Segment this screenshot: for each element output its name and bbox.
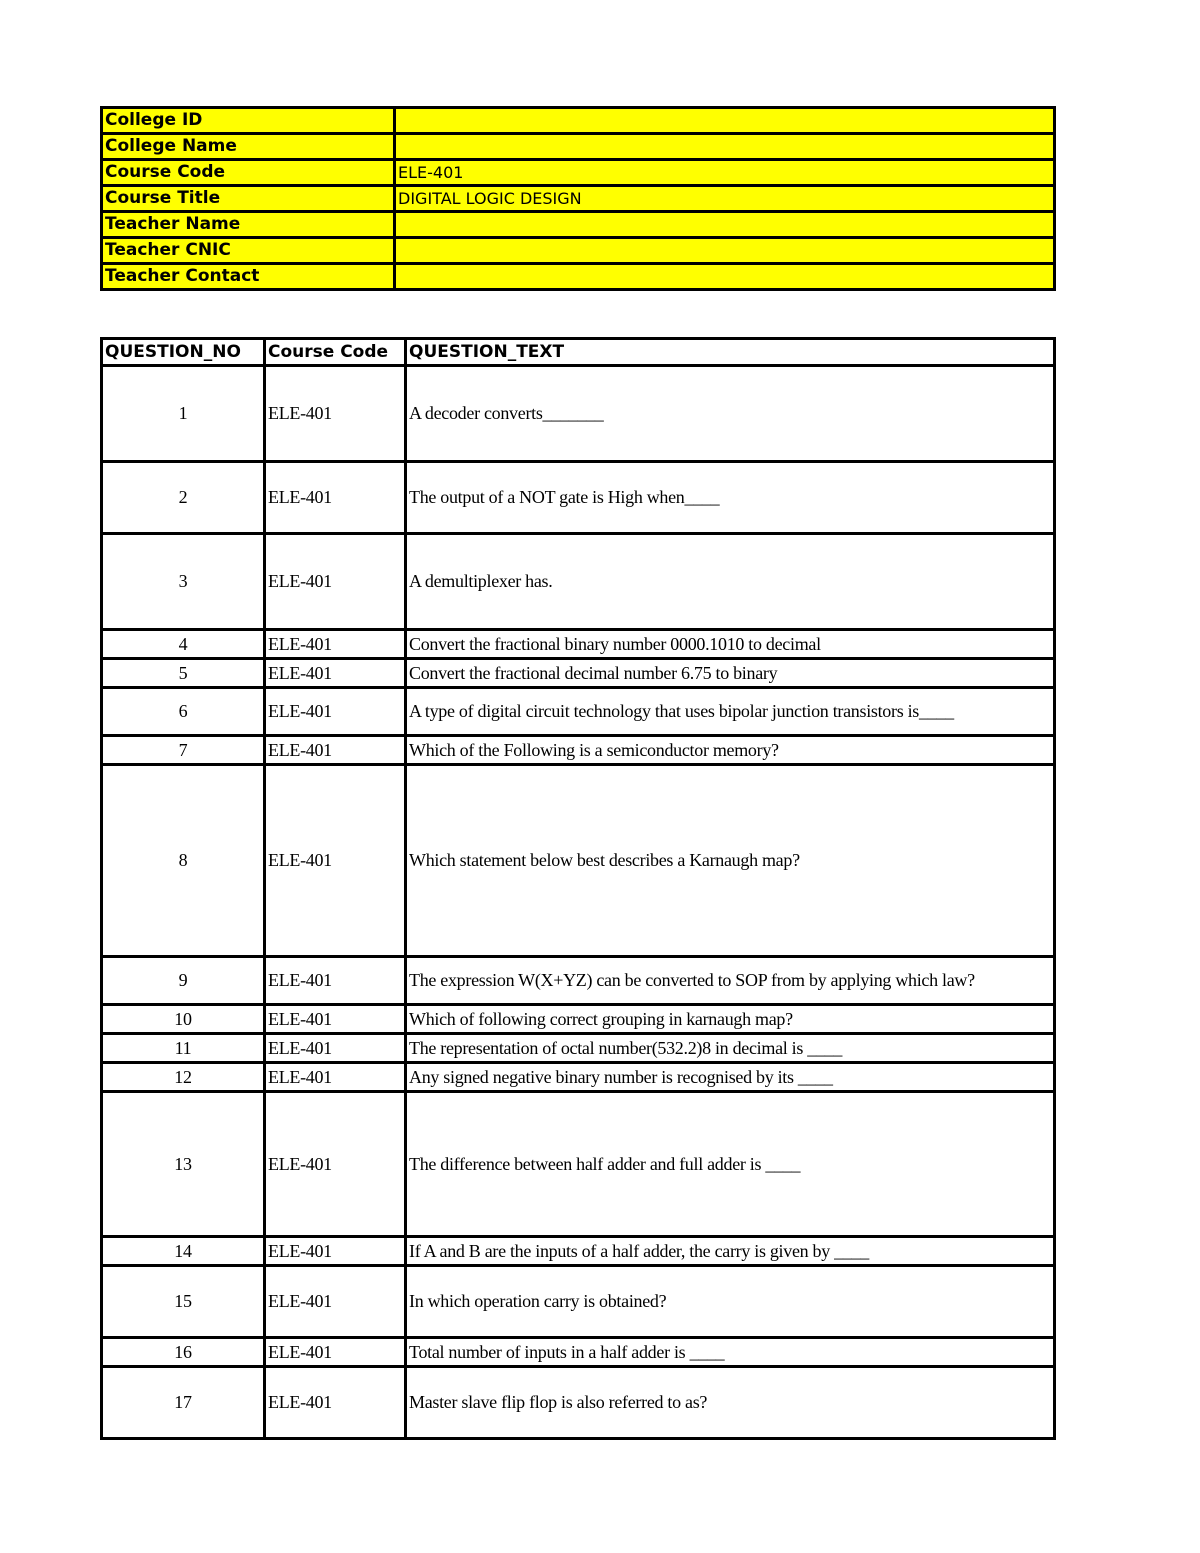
question-text: A demultiplexer has.	[406, 534, 1055, 630]
question-course-code: ELE-401	[265, 1367, 406, 1439]
header-question-no: QUESTION_NO	[102, 339, 265, 366]
question-text: Which statement below best describes a Karnaugh map?	[406, 765, 1055, 957]
question-number: 7	[102, 736, 265, 765]
question-text: The difference between half adder and full adder is ____	[406, 1092, 1055, 1237]
course-info-table	[100, 106, 1056, 291]
question-number: 13	[102, 1092, 265, 1237]
question-course-code: ELE-401	[265, 1266, 406, 1338]
info-row-teacher-cnic	[102, 238, 1055, 264]
table-row	[102, 1266, 1055, 1338]
question-course-code: ELE-401	[265, 659, 406, 688]
question-text: Master slave flip flop is also referred to as?	[406, 1367, 1055, 1439]
table-row	[102, 1237, 1055, 1266]
question-course-code: ELE-401	[265, 1237, 406, 1266]
question-number: 14	[102, 1237, 265, 1266]
table-row	[102, 1338, 1055, 1367]
table-row	[102, 1063, 1055, 1092]
question-text: A decoder converts_______	[406, 366, 1055, 462]
question-text: Any signed negative binary number is recognised by its ____	[406, 1063, 1055, 1092]
college-id-label: College ID	[102, 108, 395, 134]
table-row	[102, 534, 1055, 630]
question-text: If A and B are the inputs of a half adder, the carry is given by ____	[406, 1237, 1055, 1266]
question-text: The expression W(X+YZ) can be converted to SOP from by applying which law?	[406, 957, 1055, 1005]
question-text: Which of the Following is a semiconductor memory?	[406, 736, 1055, 765]
table-row	[102, 462, 1055, 534]
question-course-code: ELE-401	[265, 688, 406, 736]
info-row-course-title	[102, 186, 1055, 212]
question-course-code: ELE-401	[265, 736, 406, 765]
question-number: 2	[102, 462, 265, 534]
question-course-code: ELE-401	[265, 1063, 406, 1092]
table-row	[102, 659, 1055, 688]
header-course-code: Course Code	[265, 339, 406, 366]
table-row	[102, 736, 1055, 765]
course-code-label: Course Code	[102, 160, 395, 186]
question-number: 16	[102, 1338, 265, 1367]
question-number: 8	[102, 765, 265, 957]
course-title-value: DIGITAL LOGIC DESIGN	[395, 186, 1055, 212]
question-number: 3	[102, 534, 265, 630]
table-row	[102, 1034, 1055, 1063]
teacher-cnic-value	[395, 238, 1055, 264]
question-text: In which operation carry is obtained?	[406, 1266, 1055, 1338]
question-number: 10	[102, 1005, 265, 1034]
college-name-label: College Name	[102, 134, 395, 160]
question-text: The output of a NOT gate is High when____	[406, 462, 1055, 534]
question-number: 12	[102, 1063, 265, 1092]
info-row-teacher-contact	[102, 264, 1055, 290]
info-row-college-name	[102, 134, 1055, 160]
question-course-code: ELE-401	[265, 1005, 406, 1034]
course-code-value: ELE-401	[395, 160, 1055, 186]
question-number: 4	[102, 630, 265, 659]
info-row-course-code	[102, 160, 1055, 186]
table-row	[102, 765, 1055, 957]
question-course-code: ELE-401	[265, 1092, 406, 1237]
question-text: The representation of octal number(532.2)8 in decimal is ____	[406, 1034, 1055, 1063]
table-row	[102, 366, 1055, 462]
college-id-value	[395, 108, 1055, 134]
table-row	[102, 630, 1055, 659]
header-question-text: QUESTION_TEXT	[406, 339, 1055, 366]
teacher-contact-label: Teacher Contact	[102, 264, 395, 290]
question-course-code: ELE-401	[265, 957, 406, 1005]
question-text: Which of following correct grouping in karnaugh map?	[406, 1005, 1055, 1034]
teacher-name-label: Teacher Name	[102, 212, 395, 238]
question-number: 6	[102, 688, 265, 736]
question-number: 9	[102, 957, 265, 1005]
question-course-code: ELE-401	[265, 534, 406, 630]
question-text: Convert the fractional decimal number 6.75 to binary	[406, 659, 1055, 688]
question-course-code: ELE-401	[265, 1034, 406, 1063]
question-number: 1	[102, 366, 265, 462]
question-text: Convert the fractional binary number 0000.1010 to decimal	[406, 630, 1055, 659]
questions-header-row	[102, 339, 1055, 366]
questions-table	[100, 337, 1056, 1440]
question-course-code: ELE-401	[265, 366, 406, 462]
question-course-code: ELE-401	[265, 462, 406, 534]
table-row	[102, 1005, 1055, 1034]
info-row-teacher-name	[102, 212, 1055, 238]
question-number: 11	[102, 1034, 265, 1063]
question-number: 5	[102, 659, 265, 688]
table-row	[102, 1092, 1055, 1237]
course-title-label: Course Title	[102, 186, 395, 212]
question-text: Total number of inputs in a half adder is ____	[406, 1338, 1055, 1367]
question-course-code: ELE-401	[265, 1338, 406, 1367]
question-number: 17	[102, 1367, 265, 1439]
teacher-cnic-label: Teacher CNIC	[102, 238, 395, 264]
question-number: 15	[102, 1266, 265, 1338]
info-row-college-id	[102, 108, 1055, 134]
question-text: A type of digital circuit technology that uses bipolar junction transistors is____	[406, 688, 1055, 736]
table-row	[102, 688, 1055, 736]
question-course-code: ELE-401	[265, 765, 406, 957]
teacher-contact-value	[395, 264, 1055, 290]
college-name-value	[395, 134, 1055, 160]
teacher-name-value	[395, 212, 1055, 238]
table-row	[102, 957, 1055, 1005]
table-row	[102, 1367, 1055, 1439]
question-course-code: ELE-401	[265, 630, 406, 659]
